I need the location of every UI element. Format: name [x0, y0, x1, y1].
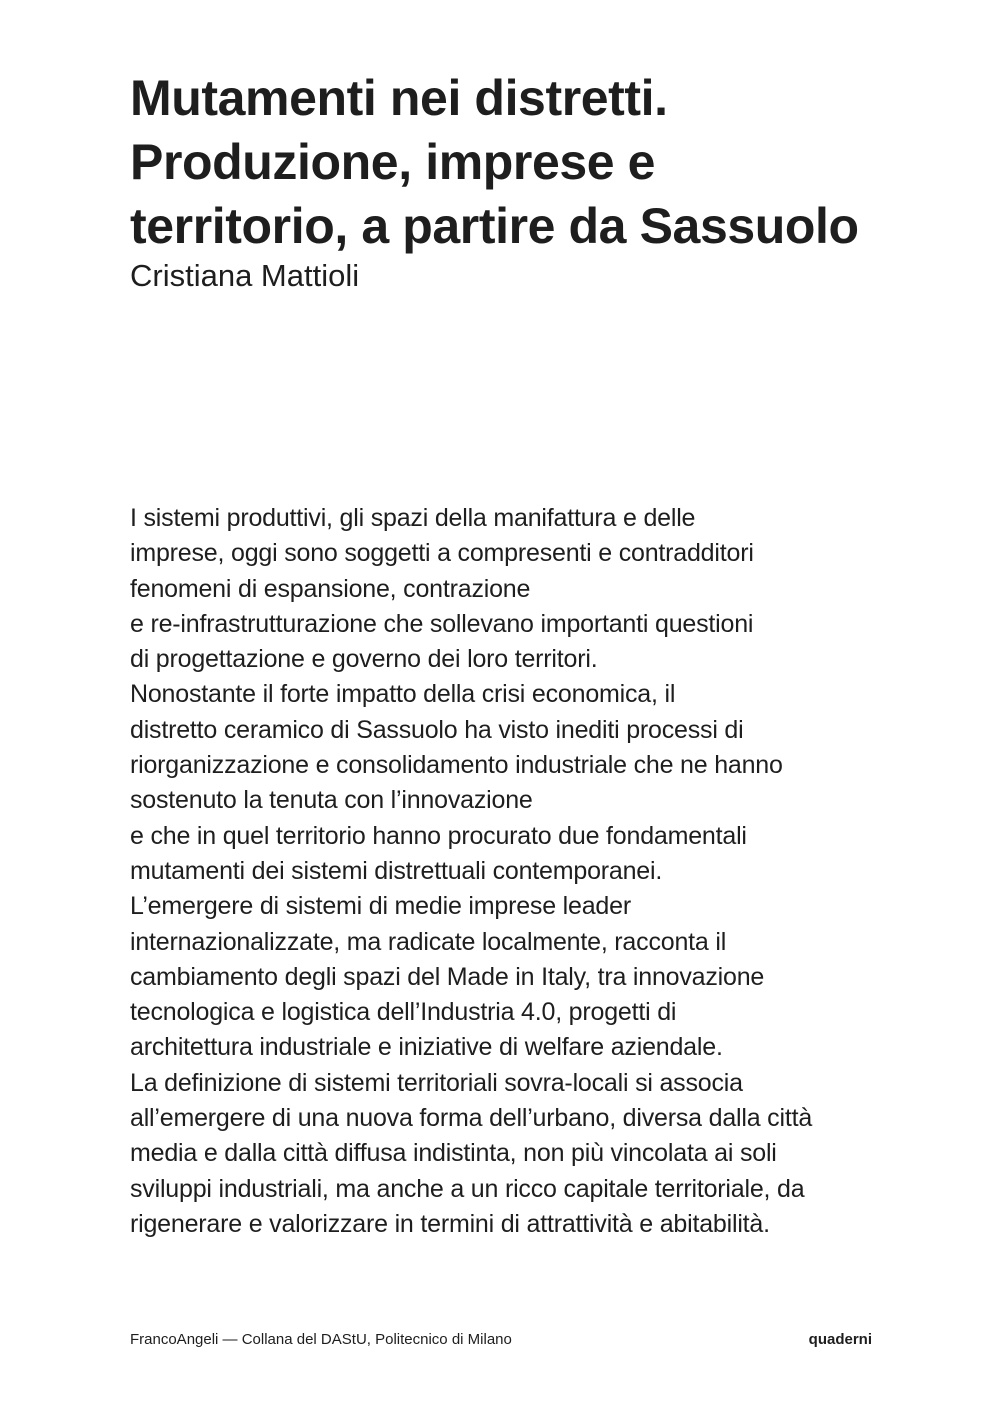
blurb-line: sostenuto la tenuta con l’innovazione — [130, 786, 533, 815]
title-line: Mutamenti nei distretti. — [130, 70, 668, 126]
blurb-line: mutamenti dei sistemi distrettuali contemporanei. — [130, 856, 663, 885]
blurb-line: cambiamento degli spazi del Made in Italy, tra innovazione — [130, 962, 765, 991]
publisher-credit: FrancoAngeli — Collana del DAStU, Politecnico di Milano — [130, 1331, 512, 1348]
blurb-line: Nonostante il forte impatto della crisi economica, il — [130, 680, 676, 709]
blurb-line: L’emergere di sistemi di medie imprese leader — [130, 892, 631, 921]
author-name: Cristiana Mattioli — [130, 258, 360, 293]
blurb-line: rigenerare e valorizzare in termini di attrattività e abitabilità. — [130, 1209, 770, 1238]
blurb-line: internazionalizzate, ma radicate localmente, racconta il — [130, 927, 727, 956]
blurb-line: I sistemi produttivi, gli spazi della manifattura e delle — [130, 504, 696, 532]
title-line: Produzione, imprese e — [130, 134, 656, 190]
title-line: territorio, a partire da Sassuolo — [130, 198, 859, 254]
series-name: quaderni — [808, 1331, 872, 1348]
blurb-line: tecnologica e logistica dell’Industria 4.0, progetti di — [130, 998, 677, 1027]
back-cover-blurb — [130, 501, 930, 1242]
blurb-line: e re-infrastrutturazione che sollevano importanti questioni — [130, 609, 754, 638]
blurb-line: media e dalla città diffusa indistinta, non più vincolata ai soli — [130, 1139, 777, 1168]
blurb-line: architettura industriale e iniziative di welfare aziendale. — [130, 1033, 723, 1062]
blurb-line: riorganizzazione e consolidamento industriale che ne hanno — [130, 751, 783, 780]
blurb-line: distretto ceramico di Sassuolo ha visto inediti processi di — [130, 715, 744, 744]
blurb-line: sviluppi industriali, ma anche a un ricco capitale territoriale, da — [130, 1174, 805, 1203]
blurb-line: fenomeni di espansione, contrazione — [130, 574, 531, 603]
blurb-line: all’emergere di una nuova forma dell’urbano, diversa dalla città — [130, 1104, 813, 1133]
blurb-line: imprese, oggi sono soggetti a compresenti e contradditori — [130, 539, 754, 568]
book-title — [130, 66, 930, 258]
blurb-line: La definizione di sistemi territoriali sovra-locali si associa — [130, 1068, 743, 1097]
blurb-line: e che in quel territorio hanno procurato due fondamentali — [130, 821, 747, 850]
blurb-line: di progettazione e governo dei loro territori. — [130, 645, 598, 674]
